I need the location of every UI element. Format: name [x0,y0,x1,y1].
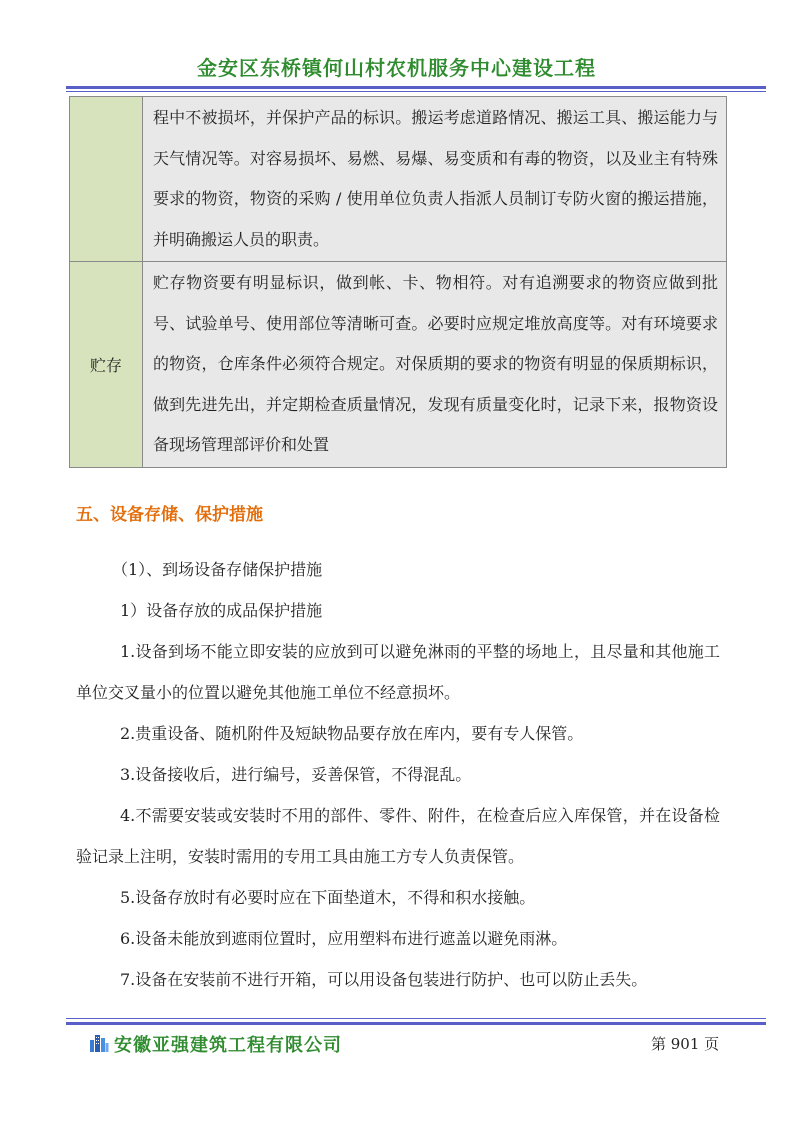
page-number: 第 901 页 [651,1035,720,1053]
list-item: 4.不需要安装或安装时不用的部件、零件、附件，在检查后应入库保管，并在设备检验记录上注明，安装时需用的专用工具由施工方专人负责保管。 [76,806,720,866]
section-heading: 五、设备存储、保护措施 [76,505,263,525]
list-item: 1.设备到场不能立即安装的应放到可以避免淋雨的平整的场地上，且尽量和其他施工单位交叉量小的位置以避免其他施工单位不经意损坏。 [76,642,720,702]
storage-table [69,96,727,468]
footer-rule-thick [66,1022,766,1025]
list-item: 2.贵重设备、随机附件及短缺物品要存放在库内，要有专人保管。 [120,724,584,743]
list-item: 3.设备接收后，进行编号，妥善保管，不得混乱。 [120,765,472,784]
footer-company: 安徽亚强建筑工程有限公司 [114,1035,342,1056]
building-logo-icon [89,1032,109,1052]
table-row-text: 程中不被损坏，并保护产品的标识。搬运考虑道路情况、搬运工具、搬运能力与天气情况等。对容易损坏、易燃、易爆、易变质和有毒的物资，以及业主有特殊要求的物资，物资的采购 / 使用单位负责人指派人员制订专防火窗的搬运措施，并明确搬运人员的职责。 [143,97,727,262]
list-item: 7.设备在安装前不进行开箱，可以用设备包装进行防护、也可以防止丢失。 [120,970,648,989]
footer-rule-thin [66,1018,766,1019]
table-row [70,97,727,262]
header-rule-thin [66,91,766,92]
header-title: 金安区东桥镇何山村农机服务中心建设工程 [197,56,596,80]
sub-sub-heading: 1）设备存放的成品保护措施 [120,601,323,620]
table-row-text: 贮存物资要有明显标识，做到帐、卡、物相符。对有追溯要求的物资应做到批号、试验单号、使用部位等清晰可查。必要时应规定堆放高度等。对有环境要求的物资，仓库条件必须符合规定。对保质期的要求的物资有明显的保质期标识，做到先进先出，并定期检查质量情况，发现有质量变化时，记录下来，报物资设备现场管理部评价和处置 [143,262,727,468]
table-row [70,262,727,468]
header-rule-thick [66,86,766,89]
list-item: 6.设备未能放到遮雨位置时，应用塑料布进行遮盖以避免雨淋。 [120,929,568,948]
list-item: 5.设备存放时有必要时应在下面垫道木，不得和积水接触。 [120,888,536,907]
sub-heading: （1）、到场设备存储保护措施 [112,560,323,579]
table-row-label [70,97,143,262]
table-row-label: 贮存 [70,262,143,468]
